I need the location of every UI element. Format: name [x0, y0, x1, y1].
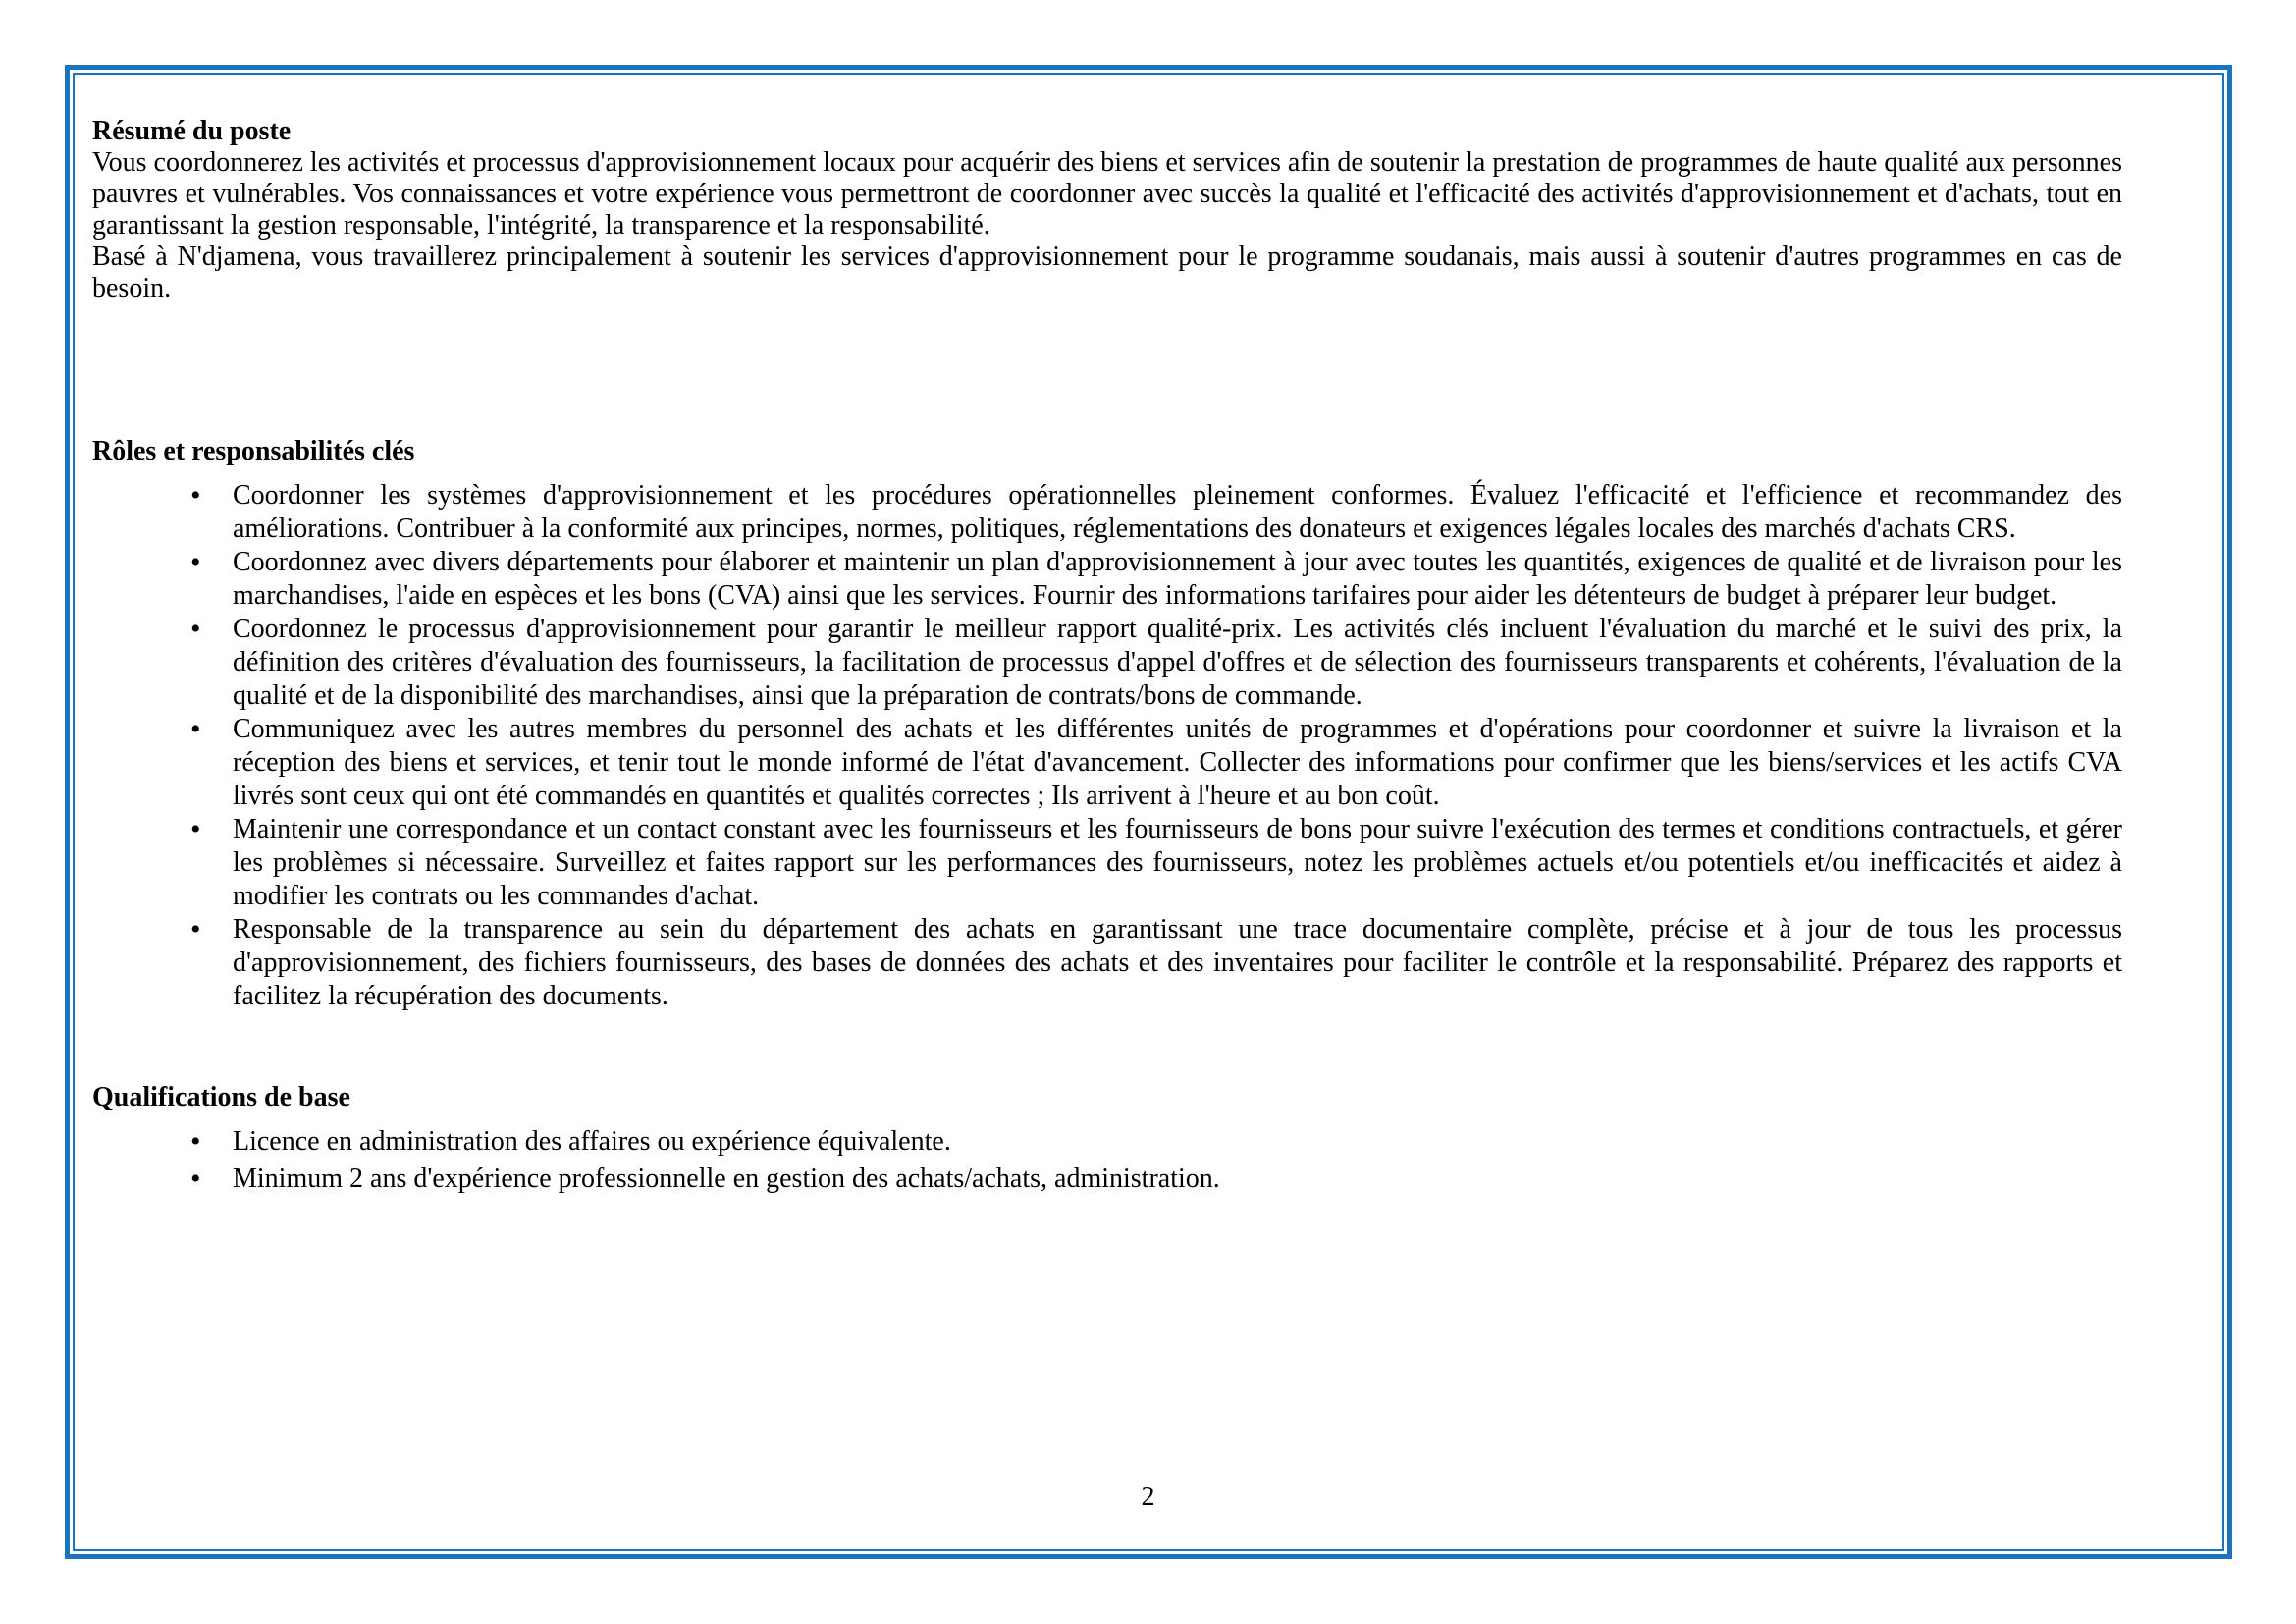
bullet-item: • Communiquez avec les autres membres du personnel des achats et les différentes unités de programmes et d'opérations pour coordonner et suivre la livraison et la réception des biens et services, et tenir tout le monde informé de l'état d'avancement. Collecter des informations pour confirmer que les biens/services et les actifs CVA livrés sont ceux qui ont été commandés en quantités et qualités correctes ; Ils arrivent à l'heure et au bon coût.: [233, 713, 2122, 813]
bullet-item: • Minimum 2 ans d'expérience professionnelle en gestion des achats/achats, administration.: [233, 1163, 2122, 1196]
qualifications-heading: Qualifications de base: [92, 1082, 350, 1112]
roles-heading: Rôles et responsabilités clés: [92, 436, 415, 466]
bullet-item: • Licence en administration des affaires ou expérience équivalente.: [233, 1125, 2122, 1159]
section-qualifications: [92, 1082, 2122, 1196]
page-number: 2: [1141, 1482, 1155, 1512]
section-roles: [92, 436, 2122, 1013]
bullet-item: • Maintenir une correspondance et un contact constant avec les fournisseurs et les fournisseurs de bons pour suivre l'exécution des termes et conditions contractuels, et gérer les problèmes si nécessaire. Surveillez et faites rapport sur les performances des fournisseurs, notez les problèmes actuels et/ou potentiels et/ou inefficacités et aidez à modifier les contrats ou les commandes d'achat.: [233, 813, 2122, 913]
bullet-item: • Coordonnez le processus d'approvisionnement pour garantir le meilleur rapport qualité-prix. Les activités clés incluent l'évaluation du marché et le suivi des prix, la définition des critères d'évaluation des fournisseurs, la facilitation de processus d'appel d'offres et de sélection des fournisseurs transparents et cohérents, l'évaluation de la qualité et de la disponibilité des marchandises, ainsi que la préparation de contrats/bons de commande.: [233, 613, 2122, 713]
resume-paragraph-1: Vous coordonnerez les activités et processus d'approvisionnement locaux pour acquérir des biens et services afin de soutenir la prestation de programmes de haute qualité aux personnes pauvres et vulnérables. Vos connaissances et votre expérience vous permettront de coordonner avec succès la qualité et l'efficacité des activités d'approvisionnement et d'achats, tout en garantissant la gestion responsable, l'intégrité, la transparence et la responsabilité.: [92, 147, 2122, 241]
resume-heading: Résumé du poste: [92, 116, 292, 146]
qualifications-bullet-list: [92, 1125, 2122, 1196]
bullet-item: • Coordonnez avec divers départements pour élaborer et maintenir un plan d'approvisionnement à jour avec toutes les quantités, exigences de qualité et de livraison pour les marchandises, l'aide en espèces et les bons (CVA) ainsi que les services. Fournir des informations tarifaires pour aider les détenteurs de budget à préparer leur budget.: [233, 546, 2122, 613]
roles-bullet-list: [92, 479, 2122, 1013]
resume-paragraph-2: Basé à N'djamena, vous travaillerez principalement à soutenir les services d'approvisionnement pour le programme soudanais, mais aussi à soutenir d'autres programmes en cas de besoin.: [92, 242, 2122, 303]
bullet-item: • Coordonner les systèmes d'approvisionnement et les procédures opérationnelles pleinement conformes. Évaluez l'efficacité et l'efficience et recommandez des améliorations. Contribuer à la conformité aux principes, normes, politiques, réglementations des donateurs et exigences légales locales des marchés d'achats CRS.: [233, 479, 2122, 546]
section-resume: [92, 116, 2122, 304]
bullet-item: • Responsable de la transparence au sein du département des achats en garantissant une trace documentaire complète, précise et à jour de tous les processus d'approvisionnement, des fichiers fournisseurs, des bases de données des achats et des inventaires pour faciliter le contrôle et la responsabilité. Préparez des rapports et facilitez la récupération des documents.: [233, 913, 2122, 1013]
